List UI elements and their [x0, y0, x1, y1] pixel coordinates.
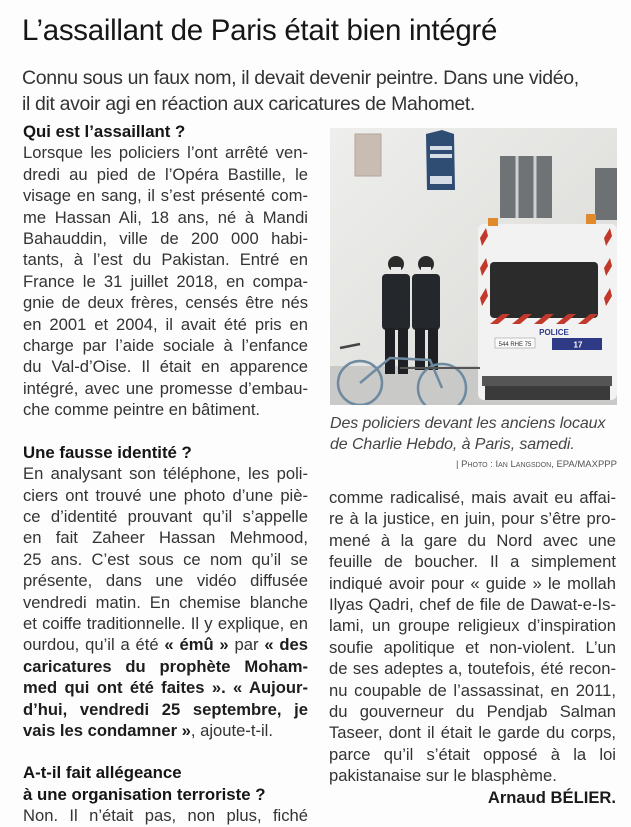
text-line: gnie de deux frères, censés être nés — [23, 293, 308, 313]
section-heading-who: Qui est l’assaillant ? — [23, 122, 186, 141]
van-police-label: POLICE — [539, 328, 569, 337]
author-signature: Arnaud BÉLIER. — [487, 787, 616, 807]
van-rear-window — [490, 262, 598, 318]
text: ourdou, qu’il a été — [23, 635, 165, 655]
text-line-quote — [23, 634, 308, 655]
text-line: re à la justice, en juin, pour s’être pro- — [329, 509, 616, 529]
text-line: En analysant son téléphone, les poli- — [23, 464, 308, 484]
article-headline: L’assaillant de Paris était bien intégré — [22, 14, 498, 47]
news-photo — [330, 128, 617, 405]
text-line: ce d’identité prouvant qu’il s’appelle — [23, 506, 308, 526]
text-line: feuille de boucher. Il a simplement — [329, 552, 616, 572]
text-line: ciers ont trouvé une photo d’une piè- — [23, 485, 308, 505]
photo-credit: | Photo : Ian Langsdon, EPA/MAXPPP — [456, 459, 617, 470]
text-line: che comme peintre en bâtiment. — [23, 400, 261, 420]
quote-emphasis: vais les condamner » — [23, 720, 191, 740]
text-line-quote — [23, 699, 308, 720]
text-line: du gouverneur du Pendjab Salman — [329, 702, 616, 722]
article-standfirst — [22, 65, 622, 117]
quote-emphasis: « des — [264, 635, 308, 655]
text-line: Bahauddin, ville de 200 000 habi- — [23, 229, 308, 249]
text-line: présente, dans une vidéo diffusée — [23, 571, 308, 591]
text-line: nu coupable de l’assassinat, en 2011, — [329, 680, 616, 700]
license-plate-text: 544 RHE 75 — [498, 342, 532, 348]
heading-line: A-t-il fait allégeance — [23, 763, 182, 783]
section-body-allegiance-start — [23, 805, 308, 826]
standfirst-line: Connu sous un faux nom, il devait devenir peintre. Dans une vidéo, — [22, 67, 579, 89]
text-line: en fait Zaheer Hassan Mehmood, — [23, 528, 308, 548]
text: , ajoute-t-il. — [190, 720, 273, 740]
text-line-quote — [23, 677, 308, 698]
quote-emphasis: d’hui, vendredi 25 septembre, je — [23, 699, 308, 719]
text-line: mené à la gare du Nord avec une — [329, 530, 616, 550]
text-line: Ilyas Qadri, chef de file de Dawat-e-Is- — [329, 595, 616, 615]
text-line: du Val-d’Oise. Il était en apparence — [23, 357, 308, 377]
text-line: indiqué avoir pour « guide » le mollah — [329, 573, 616, 593]
text-line: lami, un groupe religieux d’inspiration — [329, 616, 616, 636]
police-van — [478, 214, 617, 400]
text: par — [228, 635, 265, 655]
photo-caption — [330, 413, 620, 455]
text-line: dredi au pied de l’Opéra Bastille, le — [23, 164, 308, 184]
left-column — [23, 121, 308, 827]
memorial-plaque — [355, 134, 381, 176]
text-line: intégré, avec une promesse d’embau- — [23, 378, 308, 398]
text-line-quote — [23, 656, 308, 677]
text-line: parce qu’il s’était opposé à la loi — [329, 744, 616, 764]
text-line: pakistanaise sur le blasphème. — [329, 766, 557, 786]
text-line: France le 31 juillet 2018, en compa- — [23, 271, 308, 291]
building-window — [500, 156, 552, 218]
van-number: 17 — [573, 340, 583, 350]
text-line: de ses adeptes a, toutefois, été recon- — [329, 659, 616, 679]
text-line: vendredi matin. En chemise blanche — [23, 592, 308, 612]
right-column — [329, 487, 616, 808]
section-body-who — [23, 142, 308, 420]
text-line: me Hassan Ali, 18 ans, né à Mandi — [23, 207, 308, 227]
section-heading-false-identity: Une fausse identité ? — [23, 442, 192, 462]
text-line: comme radicalisé, mais avait eu affai- — [329, 488, 616, 507]
text-line: tants, à l’est du Pakistan. Entré en — [23, 250, 308, 270]
heading-line: à une organisation terroriste ? — [23, 784, 266, 804]
text-line: soufie apolitique et non-violent. L’un — [329, 637, 616, 657]
quote-emphasis: « émû » — [164, 635, 229, 655]
text-line: 25 ans. C’est sous ce nom qu’il se — [23, 549, 308, 569]
standfirst-line: il dit avoir agi en réaction aux caricatures de Mahomet. — [22, 93, 475, 115]
quote-emphasis: med qui ont été faites ». « Aujour- — [23, 678, 308, 698]
text-line: Non. Il n’était pas, non plus, fiché — [23, 806, 308, 826]
police-scene-illustration — [330, 128, 617, 405]
text-line: et coiffe traditionnelle. Il y explique, en — [23, 613, 308, 633]
text-line: Lorsque les policiers l’ont arrêté ven- — [23, 143, 308, 163]
text-line: charge par l’aide sociale à l’enfance — [23, 336, 308, 356]
caption-line: de Charlie Hebdo, à Paris, samedi. — [330, 436, 575, 453]
text-line: Taseer, dont il était le garde du corps, — [329, 723, 616, 743]
section-body-allegiance-cont — [329, 487, 616, 787]
building-window — [595, 168, 617, 220]
caption-line: Des policiers devant les anciens locaux — [330, 415, 606, 432]
text-line: en 2001 et 2004, il avait été pris en — [23, 314, 308, 334]
text-line-quote — [23, 720, 308, 741]
text-line: visage en sang, il s’est présenté com- — [23, 186, 308, 206]
section-body-false-identity — [23, 463, 308, 741]
quote-emphasis: caricatures du prophète Moham- — [23, 656, 308, 676]
section-heading-allegiance — [23, 762, 308, 805]
